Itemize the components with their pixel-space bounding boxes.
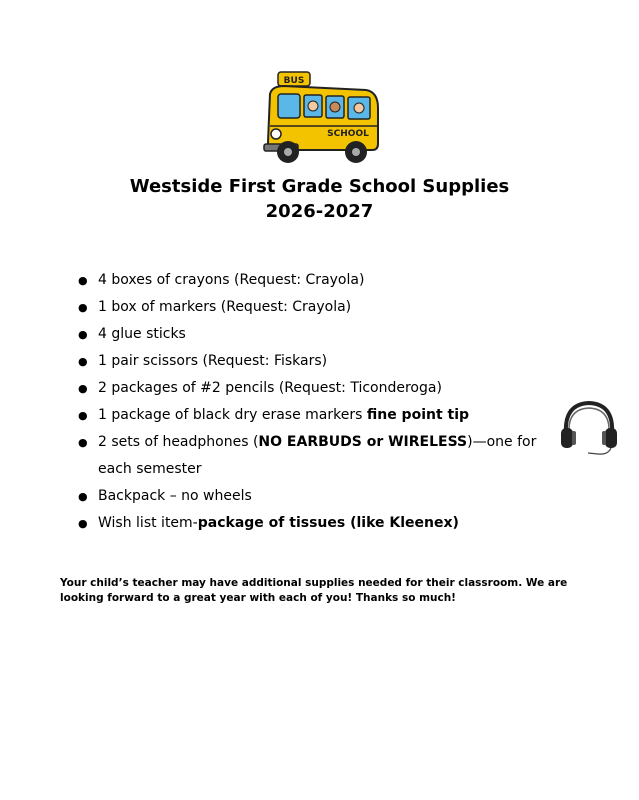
bullet-icon: ●: [78, 328, 88, 341]
supply-list: [78, 267, 568, 537]
school-bus-illustration: [262, 68, 384, 166]
bullet-icon: ●: [78, 382, 88, 395]
list-item: ● 4 boxes of crayons (Request: Crayola): [78, 267, 568, 294]
page-title: [0, 174, 639, 224]
bus-sign-text: BUS: [283, 76, 305, 86]
bullet-icon: ●: [78, 436, 88, 449]
list-item: ● 4 glue sticks: [78, 321, 568, 348]
bullet-icon: ●: [78, 409, 88, 422]
bus-side-text: SCHOOL: [327, 129, 369, 139]
bullet-icon: ●: [78, 355, 88, 368]
list-item: ● 1 pair scissors (Request: Fiskars): [78, 348, 568, 375]
title-line-1: Westside First Grade School Supplies: [129, 176, 510, 197]
headphones-icon: [558, 398, 620, 458]
bullet-icon: ●: [78, 274, 88, 287]
list-item: ● 2 sets of headphones (NO EARBUDS or WIRELESS)—one for each semester: [78, 429, 568, 483]
list-item: ● Wish list item-package of tissues (like Kleenex): [78, 510, 568, 537]
list-item: ● 1 package of black dry erase markers fine point tip: [78, 402, 568, 429]
bullet-icon: ●: [78, 301, 88, 314]
title-line-2: 2026-2027: [265, 201, 374, 222]
list-item: ● 1 box of markers (Request: Crayola): [78, 294, 568, 321]
list-item: ● 2 packages of #2 pencils (Request: Ticonderoga): [78, 375, 568, 402]
list-item: ● Backpack – no wheels: [78, 483, 568, 510]
bullet-icon: ●: [78, 490, 88, 503]
bullet-icon: ●: [78, 517, 88, 530]
bus-icon: [264, 72, 378, 163]
teacher-note: Your child’s teacher may have additional supplies needed for their classroom. We are looking forward to a great year with each of you! Thanks so much!: [60, 577, 568, 604]
